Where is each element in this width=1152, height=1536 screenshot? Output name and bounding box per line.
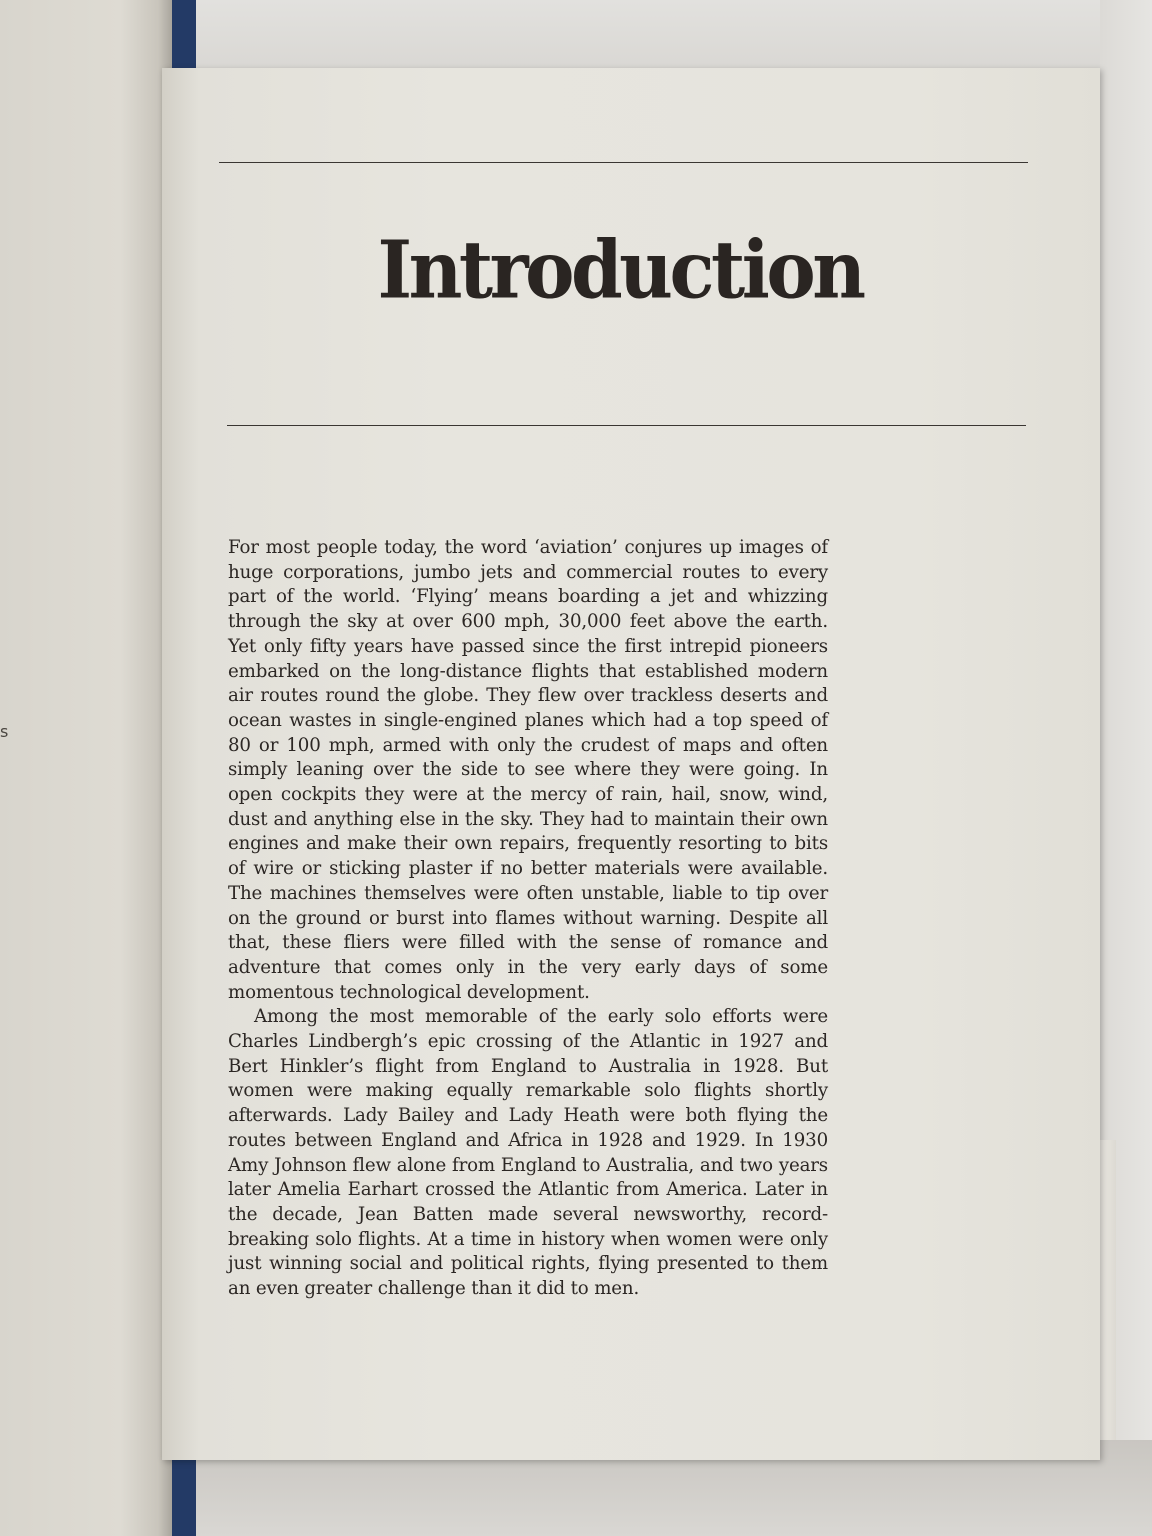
left-endpaper	[0, 0, 172, 1536]
chapter-title: Introduction	[377, 224, 863, 318]
title-rule-bottom	[227, 425, 1026, 426]
body-text	[228, 536, 828, 1302]
left-page-edge-letter: s	[0, 722, 9, 741]
paragraph-1: For most people today, the word ‘aviation’ conjures up images of huge corporations, jumbo jets and commercial routes to every part of the world. ‘Flying’ means boarding a jet and whizzing through the sky at over 600 mph, 30,000 feet above the earth. Yet only fifty years have passed since the first intrepid pioneers embarked on the long-distance flights that established modern air routes round the globe. They flew over trackless deserts and ocean wastes in single-engined planes which had a top speed of 80 or 100 mph, armed with only the crudest of maps and often simply leaning over the side to see where they were going. In open cockpits they were at the mercy of rain, hail, snow, wind, dust and anything else in the sky. They had to maintain their own engines and make their own repairs, frequently resorting to bits of wire or sticking plaster if no better materials were available. The machines themselves were often unstable, liable to tip over on the ground or burst into flames without warning. Despite all that, these fliers were filled with the sense of romance and adventure that comes only in the very early days of some momentous technological development.	[228, 537, 828, 1003]
title-rule-top	[219, 162, 1028, 163]
paragraph-2: Among the most memorable of the early solo efforts were Charles Lindbergh’s epic crossing of the Atlantic in 1927 and Bert Hinkler’s flight from England to Australia in 1928. But women were making equally remarkable solo flights shortly afterwards. Lady Bailey and Lady Heath were both flying the routes between England and Africa in 1928 and 1929. In 1930 Amy Johnson flew alone from England to Australia, and two years later Amelia Earhart crossed the Atlantic from America. Later in the decade, Jean Batten made several newsworthy, record-breaking solo flights. At a time in history when women were only just winning social and political rights, flying presented to them an even greater challenge than it did to men.	[228, 1006, 828, 1300]
